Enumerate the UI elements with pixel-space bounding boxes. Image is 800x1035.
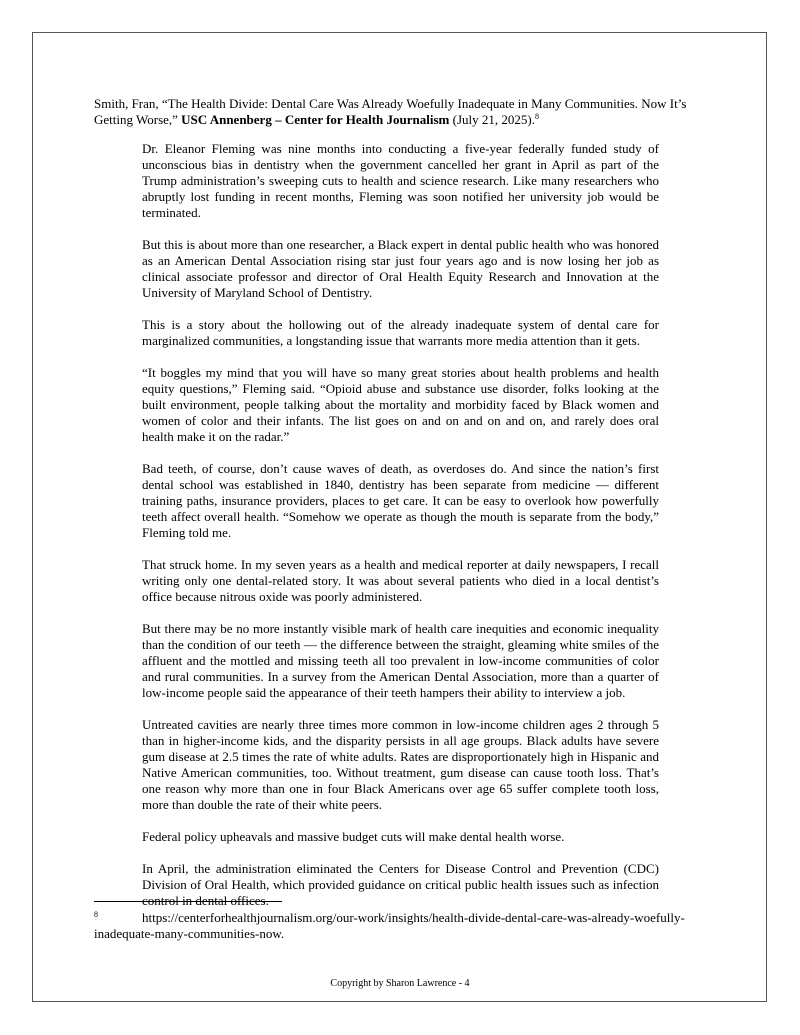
citation bbox=[94, 96, 714, 128]
quote-paragraph: In April, the administration eliminated the Centers for Disease Control and Prevention (CDC) Division of Oral Health, which provided guidance on critical public health issues such as infection control in dental offices. bbox=[142, 861, 659, 908]
block-quote bbox=[142, 141, 659, 925]
citation-text: Smith, Fran, “The Health Divide: Dental Care Was Already Woefully Inadequate in Many Communities. Now It’s Getting Worse,” bbox=[94, 96, 687, 127]
quote-paragraph: But this is about more than one researcher, a Black expert in dental public health who was honored as an American Dental Association rising star just four years ago and is now losing her job as clinical associate professor and director of Oral Health Equity Research and Innovation at the University of Maryland School of Dentistry. bbox=[142, 237, 659, 300]
citation-source: USC Annenberg – Center for Health Journalism bbox=[181, 112, 450, 127]
page-footer: Copyright by Sharon Lawrence - 4 bbox=[330, 978, 470, 989]
footnote: 8 https://centerforhealthjournalism.org/our-work/insights/health-divide-dental-care-was-already-woefully-inadequate-many-communities-now. bbox=[94, 910, 685, 941]
quote-paragraph: That struck home. In my seven years as a health and medical reporter at daily newspapers, I recall writing only one dental-related story. It was about several patients who died in a local dentist’s office because nitrous oxide was poorly administered. bbox=[142, 557, 659, 604]
quote-paragraph: “It boggles my mind that you will have so many great stories about health problems and health equity questions,” Fleming said. “Opioid abuse and substance use disorder, folks looking at the built environment, people talking about the mortality and morbidity faced by Black women and women of color and their infants. The list goes on and on and on and on, and rarely does oral health make it on the radar.” bbox=[142, 365, 659, 444]
quote-paragraph: But there may be no more instantly visible mark of health care inequities and economic inequality than the condition of our teeth — the difference between the straight, gleaming white smiles of the affluent and the mottled and missing teeth all too prevalent in low-income communities of color and rural communities. In a survey from the American Dental Association, more than a quarter of low-income people said the appearance of their teeth hampers their ability to interview a job. bbox=[142, 621, 659, 700]
quote-paragraph: Untreated cavities are nearly three times more common in low-income children ages 2 through 5 than in higher-income kids, and the disparity persists in all age groups. Black adults have severe gum disease at 2.5 times the rate of white adults. Rates are disproportionately high in Hispanic and Native American communities, too. Without treatment, gum disease can cause tooth loss. That’s one reason why more than one in four Black Americans over age 65 suffer complete tooth loss, more than double the rate of their white peers. bbox=[142, 717, 659, 812]
footnote-reference[interactable]: 8 bbox=[534, 112, 539, 121]
footnote-separator bbox=[94, 901, 282, 902]
quote-paragraph: Federal policy upheavals and massive budget cuts will make dental health worse. bbox=[142, 829, 565, 844]
citation-date: (July 21, 2025). bbox=[449, 112, 535, 127]
quote-paragraph: Bad teeth, of course, don’t cause waves of death, as overdoses do. And since the nation’s first dental school was established in 1840, dentistry has been separate from medicine — different training paths, insurance providers, places to get care. It can be easy to overlook how powerfully teeth affect overall health. “Somehow we operate as though the mouth is separate from the body,” Fleming told me. bbox=[142, 461, 659, 540]
footnote-url[interactable]: https://centerforhealthjournalism.org/our-work/insights/health-divide-dental-care-was-already-woefully-inadequate-many-communities-now. bbox=[94, 910, 685, 941]
quote-paragraph: This is a story about the hollowing out of the already inadequate system of dental care for marginalized communities, a longstanding issue that warrants more media attention than it gets. bbox=[142, 317, 659, 348]
quote-paragraph: Dr. Eleanor Fleming was nine months into conducting a five-year federally funded study of unconscious bias in dentistry when the government cancelled her grant in April as part of the Trump administration’s sweeping cuts to health and science research. Like many researchers who abruptly lost funding in recent months, Fleming was soon notified her university job would be terminated. bbox=[142, 141, 659, 220]
